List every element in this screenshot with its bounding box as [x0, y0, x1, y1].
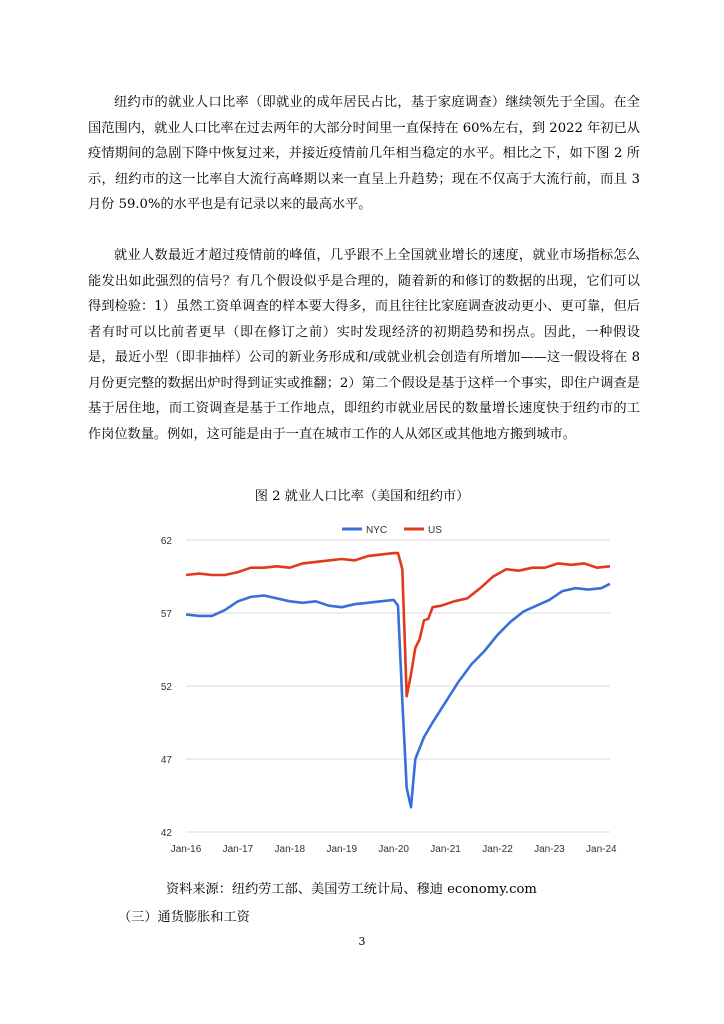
x-tick-label: Jan-20	[378, 844, 409, 855]
y-tick-label: 62	[160, 536, 172, 547]
line-chart	[146, 518, 624, 858]
paragraph-1: 纽约市的就业人口比率（即就业的成年居民占比，基于家庭调查）继续领先于全国。在全国范围内，就业人口比率在过去两年的大部分时间里一直保持在 60%左右，到 2022 年初已从疫情期间的急剧下降中恢复过来，并接近疫情前几年相当稳定的水平。相比之下，如下图 2 所示，纽约市的这一比率自大流行高峰期以来一直呈上升趋势；现在不仅高于大流行前，而且 3 月份 59.0%的水平也是有记录以来的最高水平。	[88, 95, 640, 212]
x-tick-label: Jan-16	[170, 844, 202, 855]
x-tick-label: Jan-22	[482, 844, 513, 855]
figure-title: 图 2 就业人口比率（美国和纽约市）	[254, 489, 470, 504]
x-tick-label: Jan-17	[222, 844, 254, 855]
section-heading: （三）通货膨胀和工资	[118, 910, 250, 925]
x-tick-label: Jan-19	[326, 844, 358, 855]
y-tick-label: 47	[160, 755, 172, 766]
figure-source: 资料来源：纽约劳工部、美国劳工统计局、穆迪 economy.com	[166, 882, 537, 897]
x-tick-label: Jan-21	[430, 844, 461, 855]
legend-label: NYC	[366, 525, 388, 536]
y-tick-label: 42	[160, 828, 172, 839]
series-line-nyc	[186, 584, 610, 807]
y-tick-label: 52	[160, 682, 172, 693]
y-tick-label: 57	[160, 609, 172, 620]
x-tick-label: Jan-23	[534, 844, 565, 855]
x-tick-label: Jan-24	[586, 844, 617, 855]
paragraph-2: 就业人数最近才超过疫情前的峰值，几乎跟不上全国就业增长的速度，就业市场指标怎么能发出如此强烈的信号？有几个假设似乎是合理的，随着新的和修订的数据的出现，它们可以得到检验：1）虽然工资单调查的样本要大得多，而且往往比家庭调查波动更小、更可靠，但后者有时可以比前者更早（即在修订之前）实时发现经济的初期趋势和拐点。因此，一种假设是，最近小型（即非抽样）公司的新业务形成和/或就业机会创造有所增加——这一假设将在 8 月份更完整的数据出炉时得到证实或推翻；2）第二个假设是基于这样一个事实，即住户调查是基于居住地，而工资调查是基于工作地点，即纽约市就业居民的数量增长速度快于纽约市的工作岗位数量。例如，这可能是由于一直在城市工作的人从郊区或其他地方搬到城市。	[88, 248, 640, 442]
page-number: 3	[358, 935, 366, 948]
x-tick-label: Jan-18	[274, 844, 306, 855]
legend-label: US	[428, 525, 442, 536]
